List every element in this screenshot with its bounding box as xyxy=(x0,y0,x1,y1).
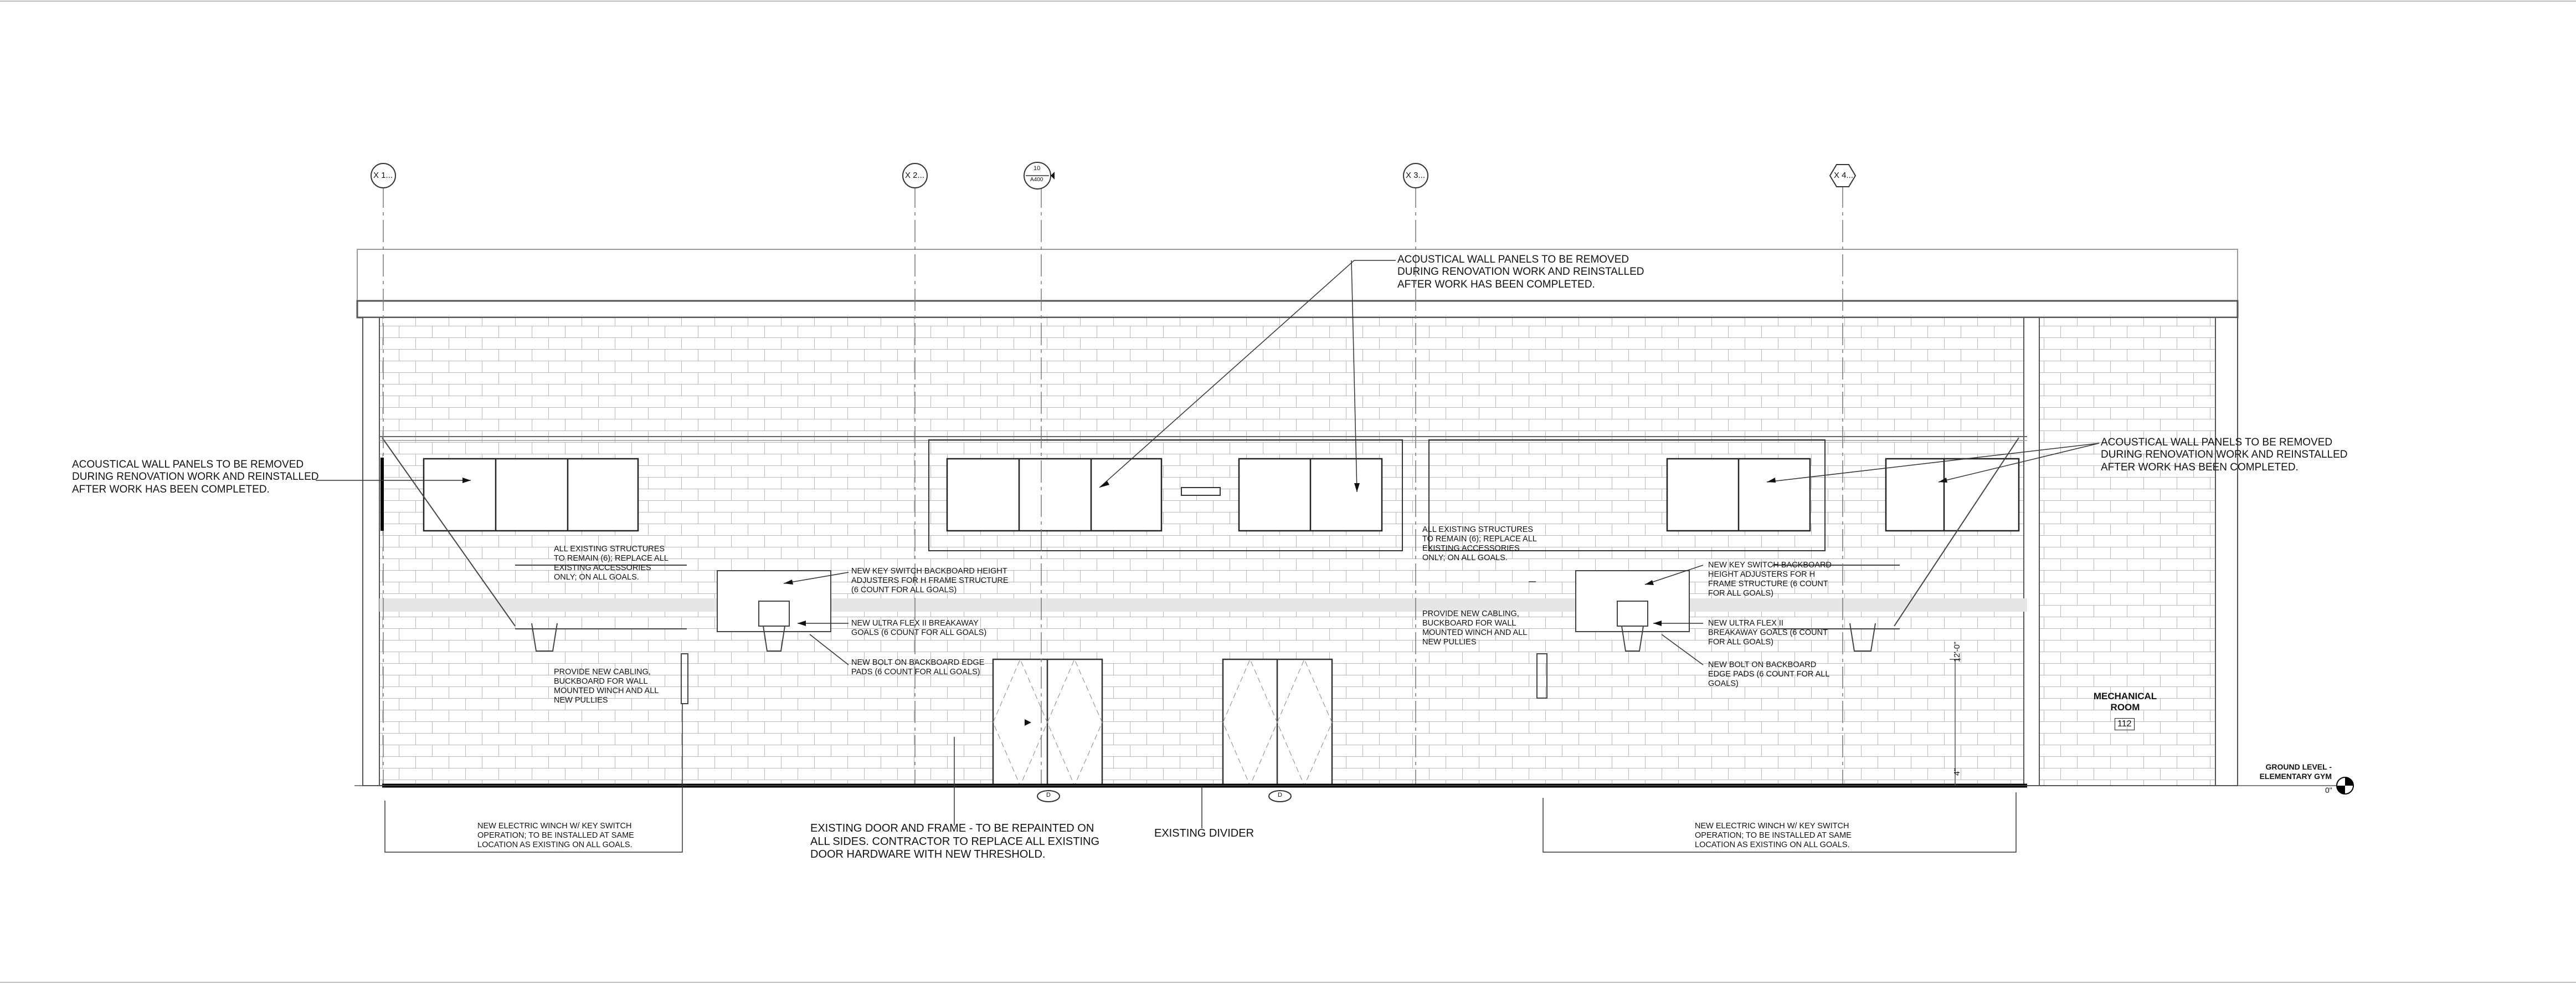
note-cabling-left: PROVIDE NEW CABLING, BUCKBOARD FOR WALL MOUNTED WINCH AND ALL NEW PULLIES xyxy=(554,668,659,705)
note-bolt-right: NEW BOLT ON BACKBOARD EDGE PADS (6 COUNT FOR ALL GOALS) xyxy=(1708,660,1830,689)
note-acoustical-top: ACOUSTICAL WALL PANELS TO BE REMOVED DURING RENOVATION WORK AND REINSTALLED AFTER WORK HAS BEEN COMPLETED. xyxy=(1397,254,1644,290)
room-number: 112 xyxy=(2115,718,2135,730)
door-tag-1: D xyxy=(1046,792,1051,798)
door-tag-2: D xyxy=(1278,792,1282,798)
dimension-base: 4" xyxy=(1953,768,1962,776)
grid-label-x1: X 1... xyxy=(373,171,393,180)
note-structures-right: ALL EXISTING STRUCTURES TO REMAIN (6); REPLACE ALL EXISTING ACCESSORIES ONLY; ON ALL GOALS. xyxy=(1422,525,1537,563)
note-ultra-flex-left: NEW ULTRA FLEX II BREAKAWAY GOALS (6 COUNT FOR ALL GOALS) xyxy=(851,619,987,638)
note-cabling-right: PROVIDE NEW CABLING, BUCKBOARD FOR WALL MOUNTED WINCH AND ALL NEW PULLIES xyxy=(1422,609,1528,647)
wall-pilaster-left xyxy=(363,317,379,786)
wall-stripe xyxy=(379,598,2027,612)
wall-pilaster-center xyxy=(2024,317,2039,786)
roof-fascia xyxy=(357,301,2238,317)
note-acoustical-left: ACOUSTICAL WALL PANELS TO BE REMOVED DURING RENOVATION WORK AND REINSTALLED AFTER WORK HAS BEEN COMPLETED. xyxy=(72,459,319,495)
level-elevation: 0" xyxy=(2325,786,2332,795)
grid-label-x2: X 2... xyxy=(905,171,925,180)
dimension-goal-height: 12'-0" xyxy=(1953,642,1962,662)
brick-wall-mechanical xyxy=(2039,317,2215,786)
note-acoustical-right: ACOUSTICAL WALL PANELS TO BE REMOVED DURING RENOVATION WORK AND REINSTALLED AFTER WORK HAS BEEN COMPLETED. xyxy=(2101,437,2348,473)
grid-label-x3: X 3... xyxy=(1406,171,1426,180)
room-name: MECHANICAL ROOM xyxy=(2093,691,2157,713)
note-key-switch-right: NEW KEY SWITCH BACKBOARD HEIGHT ADJUSTERS FOR H FRAME STRUCTURE (6 COUNT FOR ALL GOALS) xyxy=(1708,561,1832,598)
level-name: GROUND LEVEL - ELEMENTARY GYM xyxy=(2259,762,2332,781)
note-bolt-left: NEW BOLT ON BACKBOARD EDGE PADS (6 COUNT FOR ALL GOALS) xyxy=(851,658,985,677)
roof-parapet xyxy=(357,249,2238,301)
note-ultra-flex-right: NEW ULTRA FLEX II BREAKAWAY GOALS (6 COUNT FOR ALL GOALS) xyxy=(1708,619,1828,647)
note-winch-right: NEW ELECTRIC WINCH W/ KEY SWITCH OPERATION; TO BE INSTALLED AT SAME LOCATION AS EXISTING ON ALL GOALS. xyxy=(1695,822,1852,850)
grid-label-x4: X 4... xyxy=(1834,171,1854,180)
note-door-frame: EXISTING DOOR AND FRAME - TO BE REPAINTED ON ALL SIDES. CONTRACTOR TO REPLACE ALL EXISTING DOOR HARDWARE WITH NEW THRESHOLD. xyxy=(810,822,1100,861)
note-structures-left: ALL EXISTING STRUCTURES TO REMAIN (6); REPLACE ALL EXISTING ACCESSORIES ONLY; ON ALL GOALS. xyxy=(554,545,669,582)
wall-pilaster-right xyxy=(2215,317,2238,786)
note-winch-left: NEW ELECTRIC WINCH W/ KEY SWITCH OPERATION; TO BE INSTALLED AT SAME LOCATION AS EXISTING ON ALL GOALS. xyxy=(477,822,634,850)
note-key-switch-left: NEW KEY SWITCH BACKBOARD HEIGHT ADJUSTERS FOR H FRAME STRUCTURE (6 COUNT FOR ALL GOALS) xyxy=(851,567,1009,595)
section-marker-bottom: A400 xyxy=(1030,177,1043,183)
note-divider: EXISTING DIVIDER xyxy=(1154,827,1254,839)
section-marker-top: 10 xyxy=(1034,165,1041,172)
